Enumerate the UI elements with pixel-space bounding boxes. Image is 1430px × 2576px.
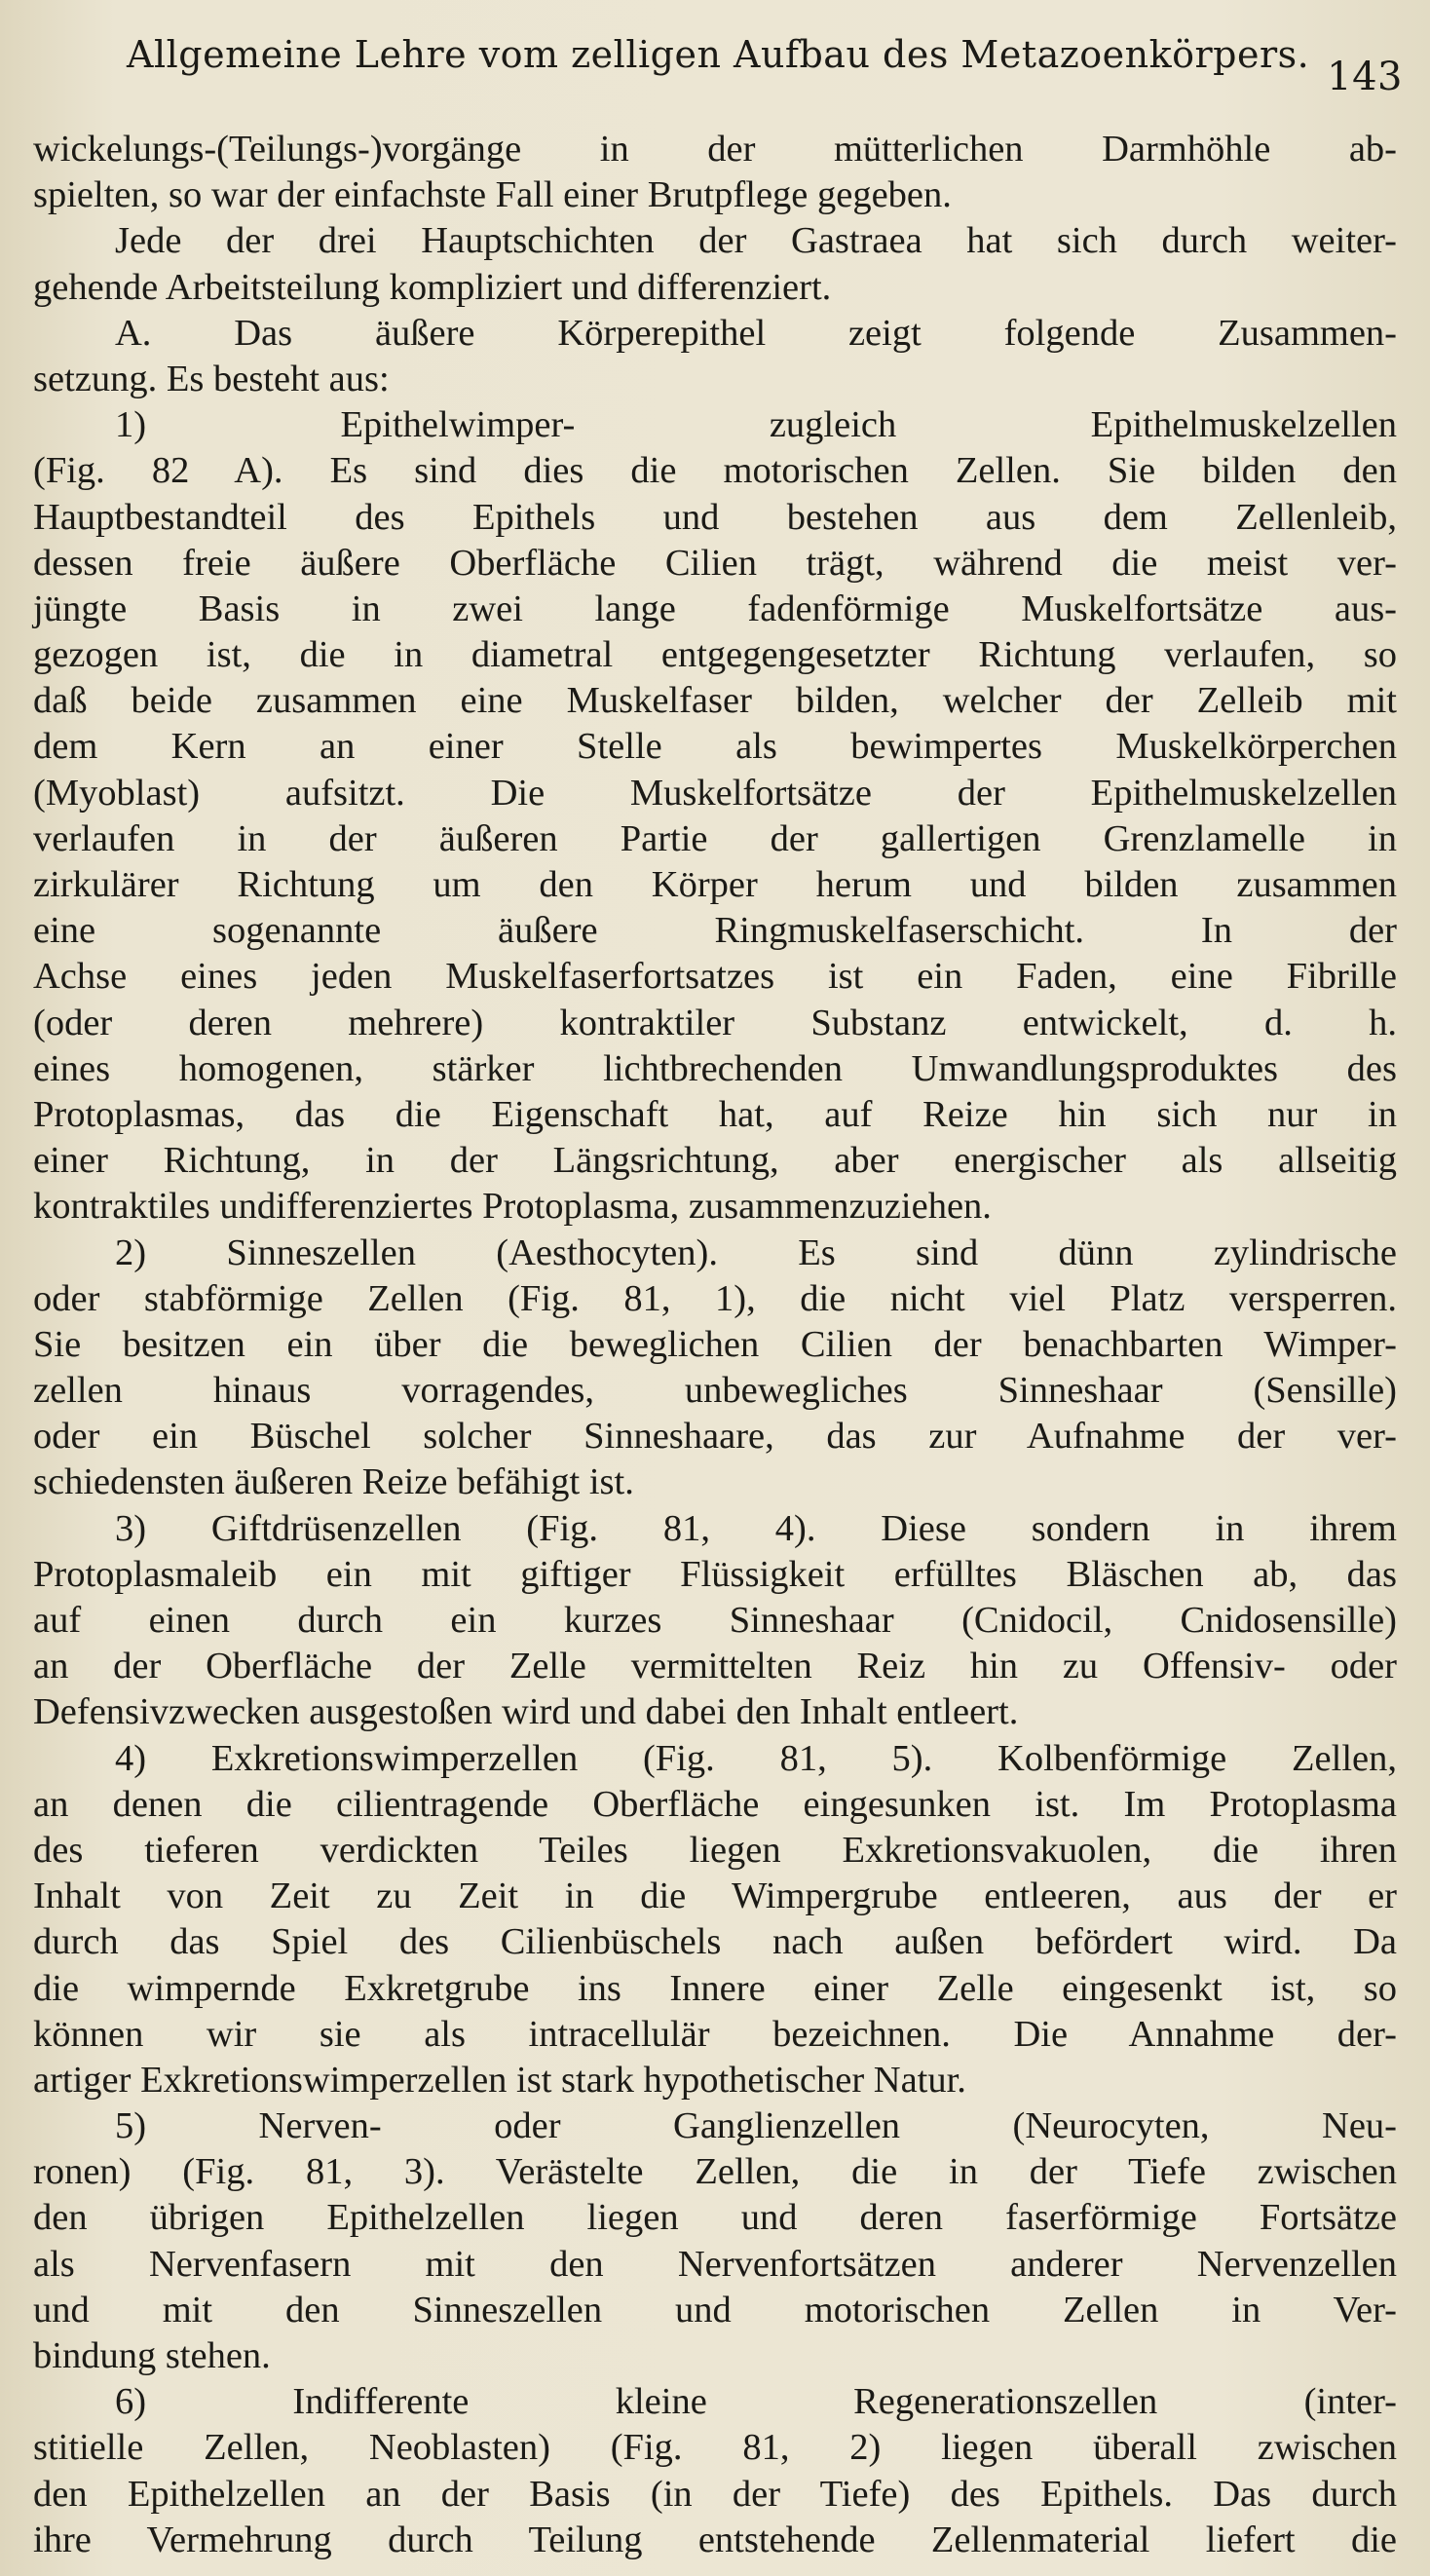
text-line: zellen hinaus vorragendes, unbewegliches Sinneshaar (Sensille) <box>33 1370 1397 1412</box>
text-line: oder stabförmige Zellen (Fig. 81, 1), die nicht viel Platz versperren. <box>33 1277 1397 1319</box>
text-line: dessen freie äußere Oberfläche Cilien trägt, während die meist ver- <box>33 542 1397 584</box>
text-line: kontraktiles undifferenziertes Protoplasma, zusammenzuziehen. <box>33 1186 992 1228</box>
text-line: Defensivzwecken ausgestoßen wird und dabei den Inhalt entleert. <box>33 1691 1019 1733</box>
text-line: Hauptbestandteil des Epithels und bestehen aus dem Zellenleib, <box>33 496 1397 538</box>
running-title: Allgemeine Lehre vom zelligen Aufbau des Metazoenkörpers. <box>127 33 1310 76</box>
text-line: an der Oberfläche der Zelle vermittelten Reiz hin zu Offensiv- oder <box>33 1646 1397 1687</box>
text-line: wickelungs-(Teilungs-)vorgänge in der mütterlichen Darmhöhle ab- <box>33 129 1397 170</box>
text-line: daß beide zusammen eine Muskelfaser bilden, welcher der Zelleib mit <box>33 680 1397 722</box>
text-line: A. Das äußere Körperepithel zeigt folgende Zusammen- <box>115 312 1397 354</box>
text-line: (oder deren mehrere) kontraktiler Substanz entwickelt, d. h. <box>33 1002 1397 1043</box>
page-header <box>127 21 1403 99</box>
text-line: an denen die cilientragende Oberfläche eingesunken ist. Im Protoplasma <box>33 1783 1397 1825</box>
text-line: 4) Exkretionswimperzellen (Fig. 81, 5). Kolbenförmige Zellen, <box>115 1737 1397 1779</box>
text-line: jüngte Basis in zwei lange fadenförmige Muskelfortsätze aus- <box>33 587 1397 629</box>
text-line: oder ein Büschel solcher Sinneshaare, das zur Aufnahme der ver- <box>33 1416 1397 1458</box>
text-line: Jede der drei Hauptschichten der Gastraea hat sich durch weiter- <box>115 220 1397 262</box>
text-line: verlaufen in der äußeren Partie der gallertigen Grenzlamelle in <box>33 817 1397 859</box>
text-line: ihre Vermehrung durch Teilung entstehende Zellenmaterial liefert die <box>33 2519 1397 2560</box>
text-line: 1) Epithelwimper- zugleich Epithelmuskelzellen <box>115 404 1397 446</box>
text-line: des tieferen verdickten Teiles liegen Exkretionsvakuolen, die ihren <box>33 1829 1397 1871</box>
text-line: 2) Sinneszellen (Aesthocyten). Es sind dünn zylindrische <box>115 1231 1397 1273</box>
text-line: Protoplasmaleib ein mit giftiger Flüssigkeit erfülltes Bläschen ab, das <box>33 1553 1397 1595</box>
text-line: als Nervenfasern mit den Nervenfortsätzen anderer Nervenzellen <box>33 2243 1397 2285</box>
text-line: den Epithelzellen an der Basis (in der Tiefe) des Epithels. Das durch <box>33 2473 1397 2515</box>
text-line: 3) Giftdrüsenzellen (Fig. 81, 4). Diese sondern in ihrem <box>115 1507 1397 1549</box>
text-line: den übrigen Epithelzellen liegen und deren faserförmige Fortsätze <box>33 2197 1397 2239</box>
text-line: (Myoblast) aufsitzt. Die Muskelfortsätze der Epithelmuskelzellen <box>33 772 1397 814</box>
text-line: 5) Nerven- oder Ganglienzellen (Neurocyten, Neu- <box>115 2105 1397 2147</box>
text-line: stitielle Zellen, Neoblasten) (Fig. 81, 2) liegen überall zwischen <box>33 2427 1397 2469</box>
page-number: 143 <box>1327 55 1403 99</box>
text-line: ronen) (Fig. 81, 3). Verästelte Zellen, die in der Tiefe zwischen <box>33 2151 1397 2193</box>
text-line: zirkulärer Richtung um den Körper herum und bilden zusammen <box>33 864 1397 905</box>
text-line: 6) Indifferente kleine Regenerationszellen (inter- <box>115 2381 1397 2423</box>
text-line: können wir sie als intracellulär bezeichnen. Die Annahme der- <box>33 2013 1397 2055</box>
text-line: spielten, so war der einfachste Fall einer Brutpflege gegeben. <box>33 174 952 216</box>
body-text <box>33 127 1397 2563</box>
text-line: durch das Spiel des Cilienbüschels nach außen befördert wird. Da <box>33 1921 1397 1963</box>
text-line: eine sogenannte äußere Ringmuskelfaserschicht. In der <box>33 910 1397 952</box>
text-line: Achse eines jeden Muskelfaserfortsatzes ist ein Faden, eine Fibrille <box>33 956 1397 998</box>
text-line: dem Kern an einer Stelle als bewimpertes Muskelkörperchen <box>33 726 1397 768</box>
text-line: setzung. Es besteht aus: <box>33 358 390 399</box>
text-line: (Fig. 82 A). Es sind dies die motorischen Zellen. Sie bilden den <box>33 450 1397 492</box>
text-line: und mit den Sinneszellen und motorischen Zellen in Ver- <box>33 2289 1397 2330</box>
text-line: gezogen ist, die in diametral entgegengesetzter Richtung verlaufen, so <box>33 634 1397 676</box>
text-line: auf einen durch ein kurzes Sinneshaar (Cnidocil, Cnidosensille) <box>33 1600 1397 1641</box>
text-line: gehende Arbeitsteilung kompliziert und differenziert. <box>33 266 832 308</box>
text-line: eines homogenen, stärker lichtbrechenden Umwandlungsproduktes des <box>33 1047 1397 1089</box>
text-line: artiger Exkretionswimperzellen ist stark hypothetischer Natur. <box>33 2059 966 2101</box>
text-line: einer Richtung, in der Längsrichtung, aber energischer als allseitig <box>33 1140 1397 1182</box>
text-line: bindung stehen. <box>33 2335 271 2376</box>
text-line: Sie besitzen ein über die beweglichen Cilien der benachbarten Wimper- <box>33 1323 1397 1365</box>
text-line: schiedensten äußeren Reize befähigt ist. <box>33 1461 634 1503</box>
text-line: Inhalt von Zeit zu Zeit in die Wimpergrube entleeren, aus der er <box>33 1875 1397 1917</box>
text-line: Protoplasmas, das die Eigenschaft hat, auf Reize hin sich nur in <box>33 1093 1397 1135</box>
text-line: die wimpernde Exkretgrube ins Innere einer Zelle eingesenkt ist, so <box>33 1967 1397 2009</box>
